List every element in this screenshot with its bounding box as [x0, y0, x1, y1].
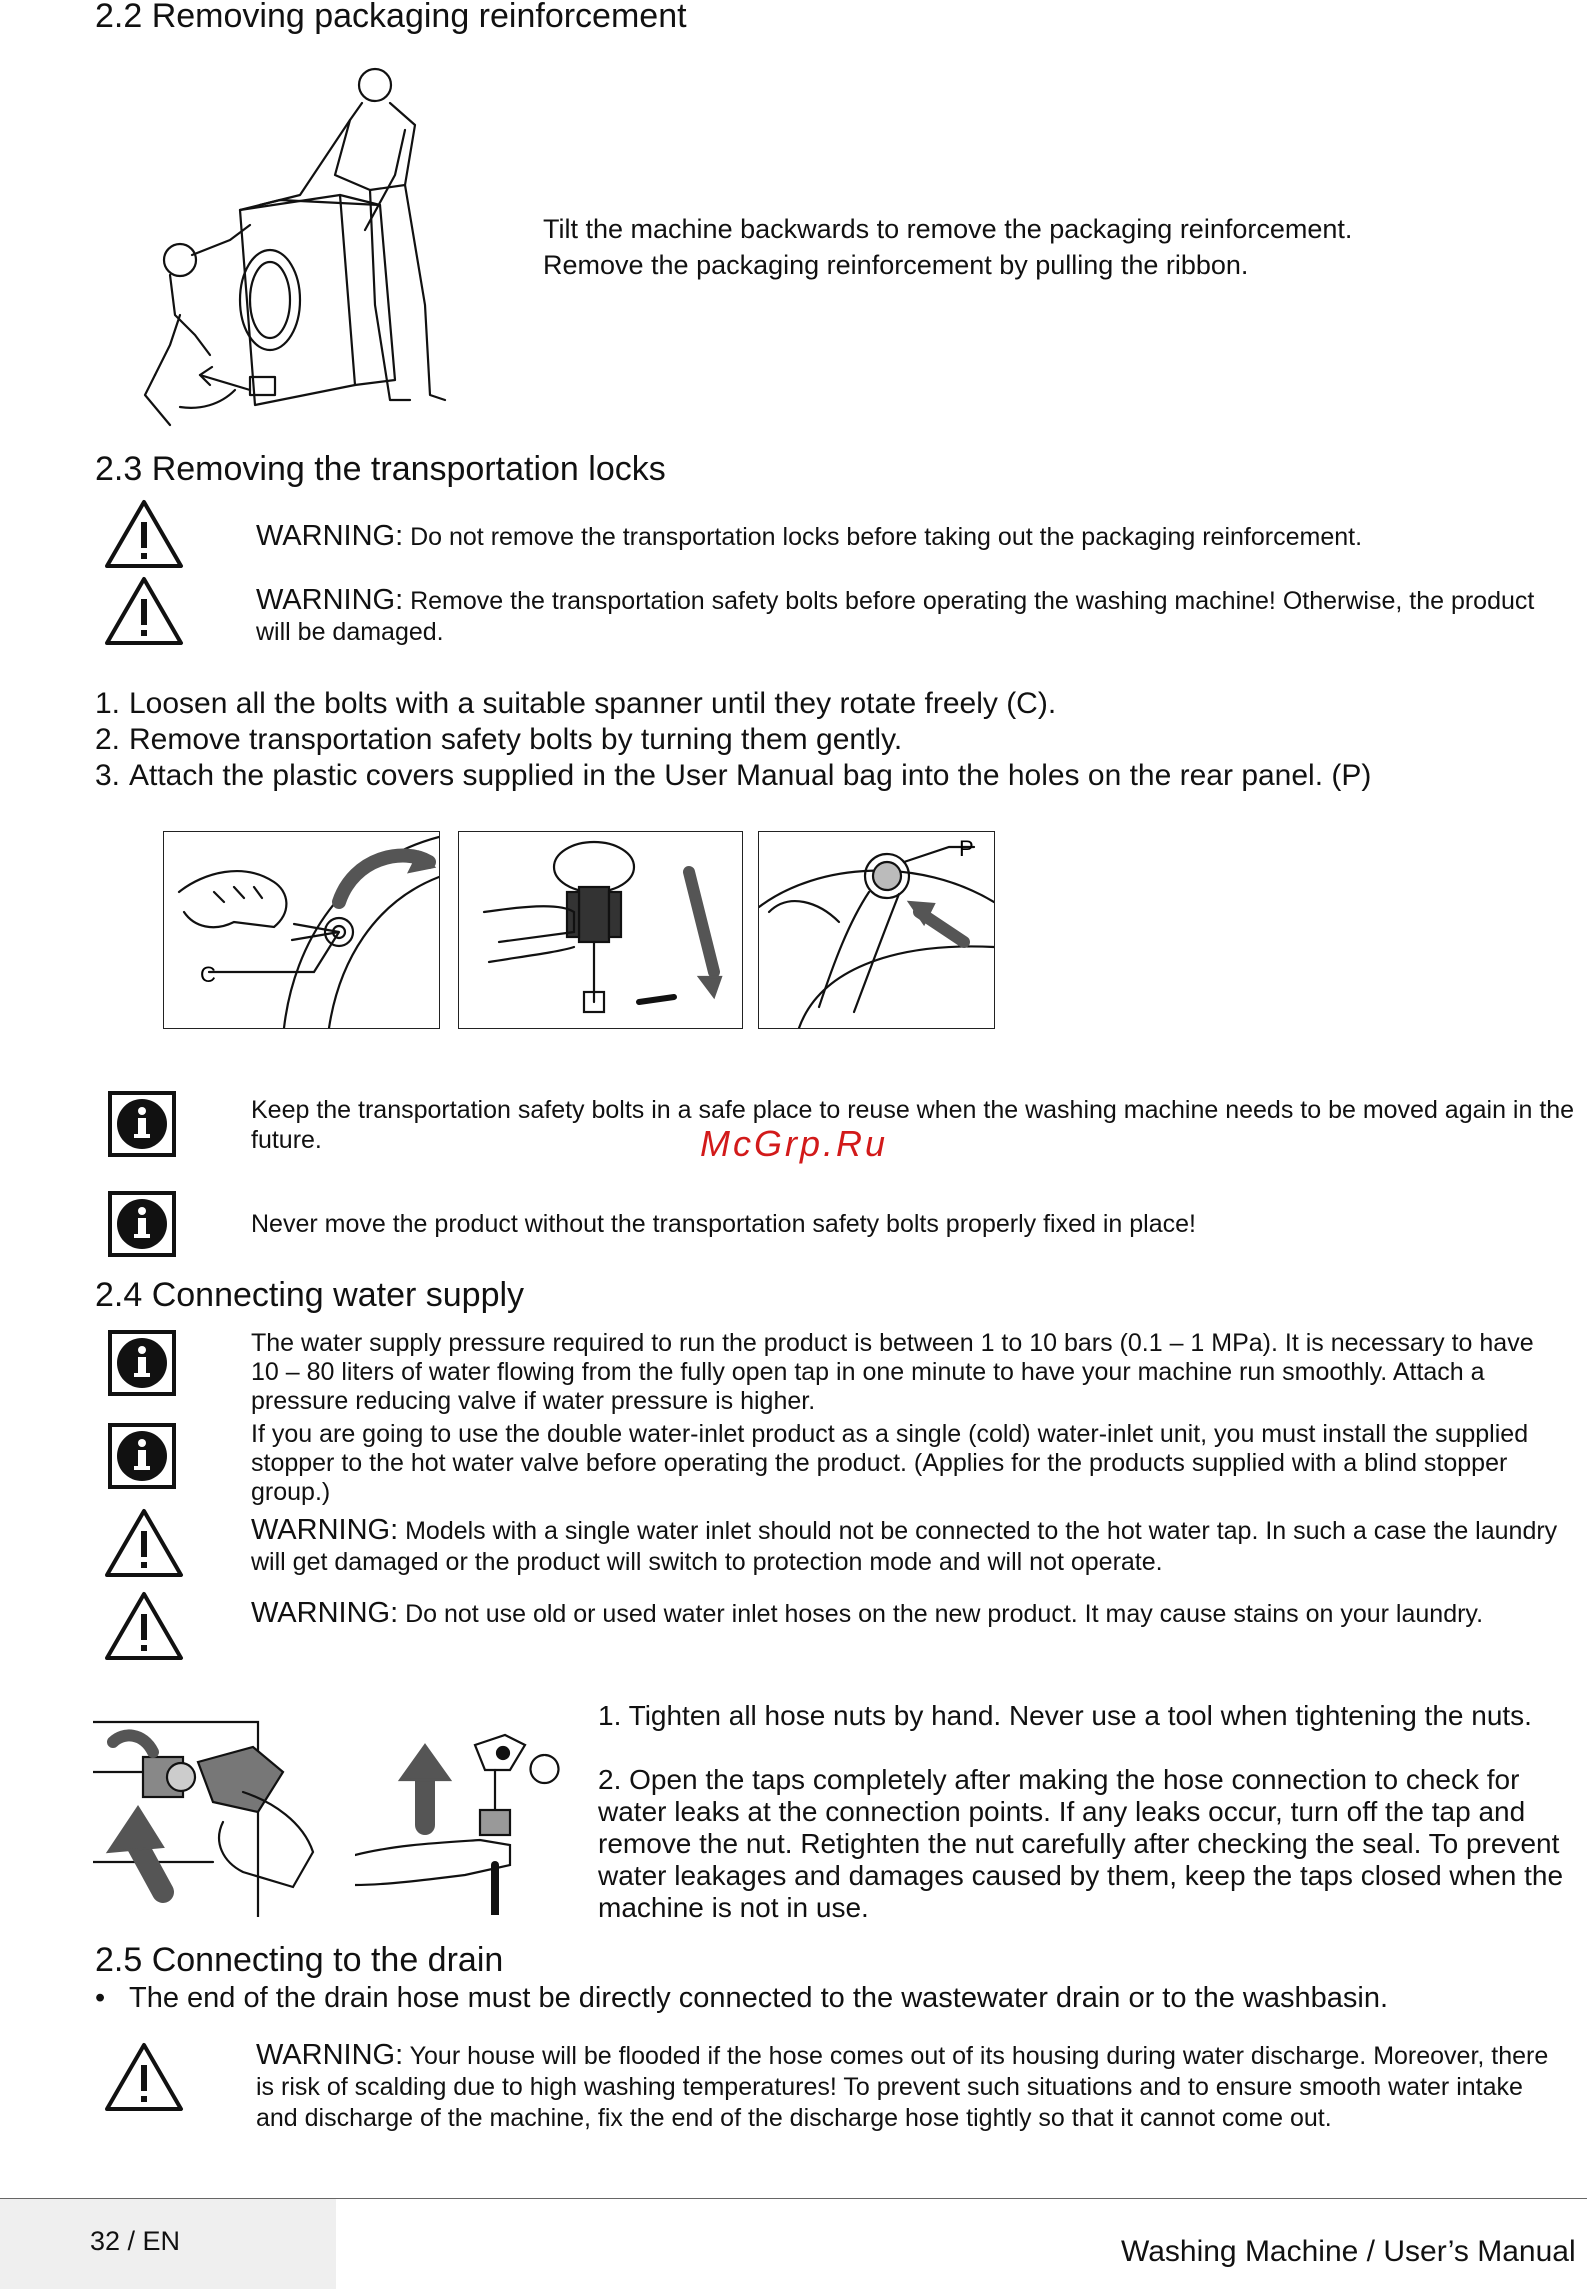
remove-bolts-figure [458, 831, 743, 1029]
warning-label: WARNING: [256, 520, 404, 552]
hose-step-1: 1. Tighten all hose nuts by hand. Never use a tool when tightening the nuts. [598, 1700, 1532, 1731]
pull-ribbon-instruction: Remove the packaging reinforcement by pulling the ribbon. [543, 250, 1249, 280]
info-water-pressure: The water supply pressure required to run the product is between 1 to 10 bars (0.1 – 1 MPa). It is necessary to have 10 – 80 liters of water flowing from the fully open tap in one minute to have your machine run smoothly. Attach a pressure reducing valve if water pressure is higher. [251, 1329, 1534, 1415]
info-single-inlet: If you are going to use the double water-inlet product as a single (cold) water-inlet unit, you must install the supplied stopper to the hot water valve before operating the product. (Applies for the products supplied with a blind stopper group.) [251, 1420, 1529, 1506]
warning-icon [103, 1507, 185, 1579]
section-2-4-heading: 2.4 Connecting water supply [95, 1276, 525, 1314]
drain-bullet [95, 1980, 1388, 2016]
tighten-hose-illustration [93, 1712, 323, 1917]
warning-icon [103, 575, 185, 647]
warning-label: WARNING: [256, 584, 404, 616]
bullet-mark: • [95, 1982, 106, 2014]
step-1: 1. Loosen all the bolts with a suitable spanner until they rotate freely (C). [95, 687, 1057, 720]
section-2-3-heading: 2.3 Removing the transportation locks [95, 450, 666, 488]
section-2-5-heading: 2.5 Connecting to the drain [95, 1941, 504, 1979]
warning-text: Do not use old or used water inlet hoses on the new product. It may cause stains on your laundry. [405, 1600, 1484, 1628]
warning-label: WARNING: [251, 1597, 399, 1629]
warning-text: Do not remove the transportation locks before taking out the packaging reinforcement. [410, 523, 1363, 551]
hose-step-2: 2. Open the taps completely after making the hose connection to check for water leaks at the connection points. If any leaks occur, turn off the tap and remove the nut. Retighten the nut carefully after checking the seal. To prevent water leakages and damages caused by them, keep the taps closed when the machine is not in use. [598, 1764, 1564, 1923]
warning-icon [103, 498, 185, 570]
loosen-bolts-figure [163, 831, 440, 1029]
warning-icon [103, 2041, 185, 2113]
step-3: 3. Attach the plastic covers supplied in the User Manual bag into the holes on the rear panel. (P) [95, 759, 1372, 792]
tap-hose-illustration [355, 1725, 565, 1915]
label-c: C [200, 962, 216, 987]
attach-covers-figure [758, 831, 995, 1029]
warning-old-hoses [251, 1598, 1521, 1630]
bullet-text: The end of the drain hose must be directly connected to the wastewater drain or to the washbasin. [129, 1982, 1389, 2014]
warning-drain [256, 2040, 1571, 2134]
info-icon [108, 1091, 176, 1157]
warning-1 [256, 521, 1536, 553]
info-keep-bolts: Keep the transportation safety bolts in a safe place to reuse when the washing machine needs to be moved again in the future. [251, 1096, 1575, 1154]
warning-text: Models with a single water inlet should not be connected to the hot water tap. In such a case the laundry will get damaged or the product will switch to protection mode and will not operate. [251, 1517, 1558, 1576]
warning-single-inlet [251, 1515, 1571, 1578]
warning-text: Remove the transportation safety bolts before operating the washing machine! Otherwise, the product will be damaged. [256, 587, 1535, 646]
step-2: 2. Remove transportation safety bolts by turning them gently. [95, 723, 903, 756]
warning-2 [256, 585, 1536, 648]
warning-label: WARNING: [251, 1514, 399, 1546]
tilt-instruction: Tilt the machine backwards to remove the packaging reinforcement. [543, 214, 1353, 244]
section-2-2-heading: 2.2 Removing packaging reinforcement [95, 0, 687, 35]
warning-text: Your house will be flooded if the hose comes out of its housing during water discharge. Moreover, there is risk of scalding due to high washing temperatures! To prevent such situations and to ensure smooth water intake and discharge of the machine, fix the end of the discharge hose tightly so that it cannot come out. [256, 2042, 1549, 2132]
watermark: McGrp.Ru [700, 1123, 889, 1164]
info-icon [108, 1191, 176, 1257]
manual-title: Washing Machine / User’s Manual [1121, 2235, 1576, 2268]
info-never-move: Never move the product without the transportation safety bolts properly fixed in place! [251, 1210, 1196, 1238]
warning-icon [103, 1590, 185, 1662]
page-number: 32 / EN [90, 2226, 181, 2256]
info-icon [108, 1330, 176, 1396]
label-p: P [959, 836, 974, 861]
tilt-machine-illustration [140, 55, 470, 435]
info-icon [108, 1423, 176, 1489]
warning-label: WARNING: [256, 2039, 404, 2071]
